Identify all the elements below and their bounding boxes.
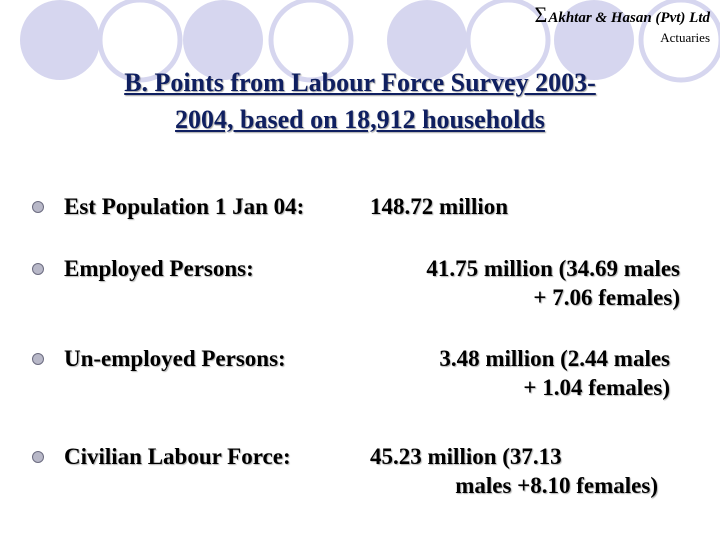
bullet-icon	[32, 201, 44, 213]
sigma-icon: Σ	[534, 2, 548, 27]
item-value-line2: + 1.04 females)	[523, 375, 670, 400]
item-label: Employed Persons:	[64, 256, 254, 281]
company-name	[535, 2, 711, 28]
item-value-line1: 3.48 million (2.44 males	[439, 346, 670, 371]
list-item-labour-force	[32, 442, 692, 502]
company-name-text: Akhtar & Hasan (Pvt) Ltd	[548, 10, 710, 26]
company-subtitle: Actuaries	[660, 30, 710, 45]
slide-title	[40, 64, 680, 138]
company-logo	[535, 2, 711, 46]
list-item-unemployed	[32, 344, 692, 404]
item-value-line2: + 7.06 females)	[533, 285, 680, 310]
bullet-icon	[32, 451, 44, 463]
item-value: 148.72 million	[370, 194, 509, 219]
list-item-employed	[32, 254, 692, 314]
bullet-icon	[32, 353, 44, 365]
bullet-icon	[32, 263, 44, 275]
list-item-population	[32, 192, 692, 222]
item-value-line2: males +8.10 females)	[455, 473, 658, 498]
item-value-line1: 45.23 million (37.13	[370, 444, 562, 469]
item-label: Civilian Labour Force:	[64, 444, 291, 469]
item-label: Est Population 1 Jan 04:	[64, 194, 305, 219]
slide-title-line1: B. Points from Labour Force Survey 2003-	[124, 68, 596, 97]
item-value	[362, 254, 680, 312]
slide-title-line2: 2004, based on 18,912 households	[175, 105, 545, 134]
item-value	[362, 344, 670, 402]
item-value	[370, 442, 658, 500]
item-value-line1: 41.75 million (34.69 males	[426, 256, 680, 281]
item-label: Un-employed Persons:	[64, 346, 286, 371]
